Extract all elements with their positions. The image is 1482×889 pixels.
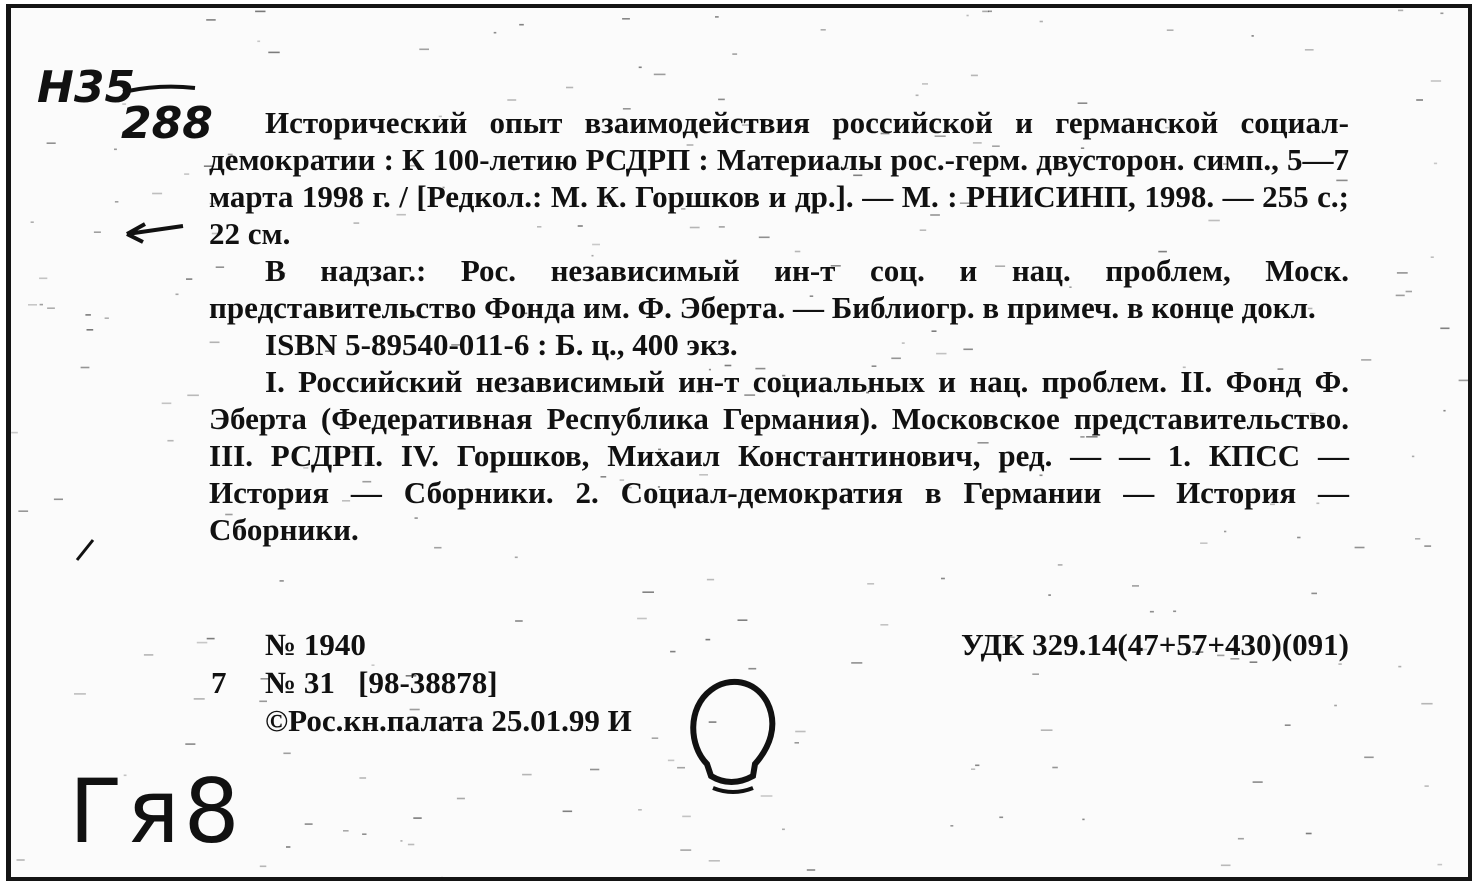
shelf-mark: Гя8	[69, 760, 244, 863]
udc-code: УДК 329.14(47+57+430)(091)	[960, 627, 1349, 662]
speckle	[999, 817, 1003, 819]
speckle	[1361, 359, 1371, 361]
speckle	[916, 95, 919, 97]
speckle	[1355, 547, 1365, 549]
speckle	[1443, 410, 1445, 412]
record-number	[265, 664, 498, 702]
speckle	[1040, 21, 1043, 23]
speckle	[114, 149, 117, 151]
speckle	[255, 11, 265, 13]
speckle	[680, 849, 691, 851]
speckle	[950, 825, 953, 827]
card-number: № 1940	[265, 627, 366, 662]
speckle	[637, 618, 647, 620]
speckle	[94, 231, 101, 233]
speckle	[638, 809, 642, 811]
pen-tick-mark	[71, 536, 101, 566]
speckle	[1058, 564, 1063, 566]
speckle	[519, 24, 524, 26]
speckle	[105, 317, 109, 319]
speckle	[85, 314, 91, 316]
speckle	[359, 777, 366, 779]
speckle	[1438, 864, 1443, 866]
speckle	[1221, 865, 1231, 867]
arrow-mark-icon	[123, 216, 193, 246]
speckle	[738, 619, 748, 621]
speckle	[515, 620, 523, 622]
speckle	[639, 67, 642, 69]
speckle	[280, 580, 284, 582]
speckle	[922, 83, 928, 85]
speckle	[31, 221, 34, 223]
speckle	[975, 765, 979, 767]
speckle	[971, 75, 978, 77]
speckle	[1052, 767, 1058, 769]
speckle	[413, 817, 421, 819]
speckle	[419, 49, 429, 51]
speckle	[408, 844, 414, 846]
speckle	[1424, 545, 1431, 547]
record-number-value: № 31	[265, 665, 335, 700]
speckle	[87, 329, 94, 331]
speckle	[1167, 29, 1174, 31]
lead-digit: 7	[211, 665, 227, 700]
call-number-dash	[119, 80, 199, 100]
speckle	[563, 811, 573, 813]
call-number-top: Н35	[37, 62, 136, 113]
speckle	[1412, 456, 1414, 458]
speckle	[1082, 819, 1084, 821]
speckle	[566, 87, 573, 89]
speckle	[176, 294, 179, 296]
speckle	[257, 41, 260, 43]
speckle	[81, 367, 90, 369]
speckle	[515, 557, 518, 559]
speckle	[1416, 99, 1423, 101]
speckle	[1305, 49, 1314, 51]
speckle	[343, 830, 349, 832]
speckle	[821, 29, 826, 31]
speckle	[971, 768, 975, 770]
speckle	[522, 774, 532, 776]
speckle	[642, 591, 654, 593]
speckle	[1440, 13, 1443, 15]
speckle	[1048, 594, 1051, 596]
main-entry: Исторический опыт взаимодействия российской и германской социал-демократии : К 100-летию РСДРП : Материалы рос.-герм. двусторон. симп., 5—7 марта 1998 г. / [Редкол.: М. К. Горшков и др.]. — М. : РНИСИНП, 1998. — 255 с.; 22 см.	[209, 105, 1349, 251]
speckle	[18, 510, 28, 512]
speckle	[144, 654, 153, 656]
speckle	[967, 15, 969, 17]
speckle	[1406, 291, 1412, 293]
speckle	[457, 798, 465, 800]
speckle	[1421, 703, 1432, 705]
note-entry: В надзаг.: Рос. независимый ин-т соц. и нац. проблем, Моск. представительство Фонда им. Ф. Эберта. — Библиогр. в примеч. в конце докл.	[209, 253, 1349, 325]
speckle	[194, 698, 205, 700]
speckle	[17, 859, 25, 861]
speckle	[622, 18, 630, 20]
speckle	[167, 440, 173, 442]
lightbulb-stamp-icon	[683, 668, 783, 808]
call-number-bottom: 288	[121, 98, 213, 149]
speckle	[286, 846, 290, 848]
speckle	[715, 16, 719, 18]
speckle	[305, 823, 313, 825]
speckle	[668, 760, 674, 762]
speckle	[162, 403, 172, 405]
speckle	[1253, 781, 1263, 783]
speckle	[1397, 272, 1408, 274]
speckle	[1425, 785, 1429, 787]
speckle	[507, 99, 516, 101]
speckle	[11, 432, 18, 434]
speckle	[718, 99, 725, 101]
speckle	[1415, 538, 1420, 540]
speckle	[654, 74, 666, 76]
speckle	[795, 742, 800, 744]
bibliographic-description	[209, 104, 1349, 548]
speckle	[1440, 328, 1449, 330]
speckle	[1150, 611, 1154, 613]
speckle	[867, 583, 874, 585]
speckle	[982, 11, 989, 13]
speckle	[1459, 380, 1468, 382]
speckle	[185, 743, 195, 745]
speckle	[54, 499, 63, 501]
book-chamber-stamp: ©Рос.кн.палата 25.01.99 И	[265, 703, 632, 738]
speckle	[186, 278, 192, 280]
speckle	[47, 142, 56, 144]
speckle	[187, 395, 199, 397]
speckle	[268, 52, 279, 54]
speckle	[28, 304, 37, 306]
speckle	[1398, 666, 1401, 668]
speckle	[1173, 611, 1176, 613]
isbn-entry: ISBN 5-89540-011-6 : Б. ц., 400 экз.	[265, 327, 738, 362]
speckle	[1132, 585, 1139, 587]
speckle	[1306, 833, 1312, 835]
speckle	[782, 829, 785, 831]
speckle	[682, 816, 691, 818]
speckle	[283, 753, 290, 755]
speckle	[1311, 593, 1317, 595]
speckle	[40, 304, 43, 306]
speckle	[1434, 163, 1437, 165]
speckle	[807, 869, 815, 871]
speckle	[494, 32, 497, 34]
record-id: [98-38878]	[358, 665, 498, 700]
speckle	[152, 193, 162, 195]
tracings-entry: I. Российский независимый ин-т социальных и нац. проблем. II. Фонд Ф. Эберта (Федеративная Республика Германия). Московское представительство. III. РСДРП. IV. Горшков, Михаил Константинович, ред. — — 1. КПСС — История — Сборники. 2. Социал-демократия в Германии — История — Сборники.	[209, 364, 1349, 547]
speckle	[260, 866, 267, 868]
speckle	[184, 173, 189, 175]
speckle	[941, 578, 945, 580]
speckle	[47, 307, 55, 309]
speckle	[732, 53, 737, 55]
speckle	[1431, 80, 1441, 82]
speckle	[362, 833, 366, 835]
speckle	[1398, 10, 1403, 12]
speckle	[1364, 757, 1374, 759]
speckle	[74, 693, 86, 695]
catalog-card	[6, 4, 1472, 881]
speckle	[1238, 838, 1244, 840]
speckle	[39, 278, 47, 280]
speckle	[1396, 295, 1405, 297]
speckle	[400, 840, 402, 842]
speckle	[1431, 256, 1434, 258]
speckle	[197, 642, 208, 644]
speckle	[590, 769, 599, 771]
speckle	[707, 579, 714, 581]
speckle	[709, 860, 720, 862]
speckle	[206, 19, 216, 21]
speckle	[115, 201, 119, 203]
speckle	[1252, 35, 1254, 37]
